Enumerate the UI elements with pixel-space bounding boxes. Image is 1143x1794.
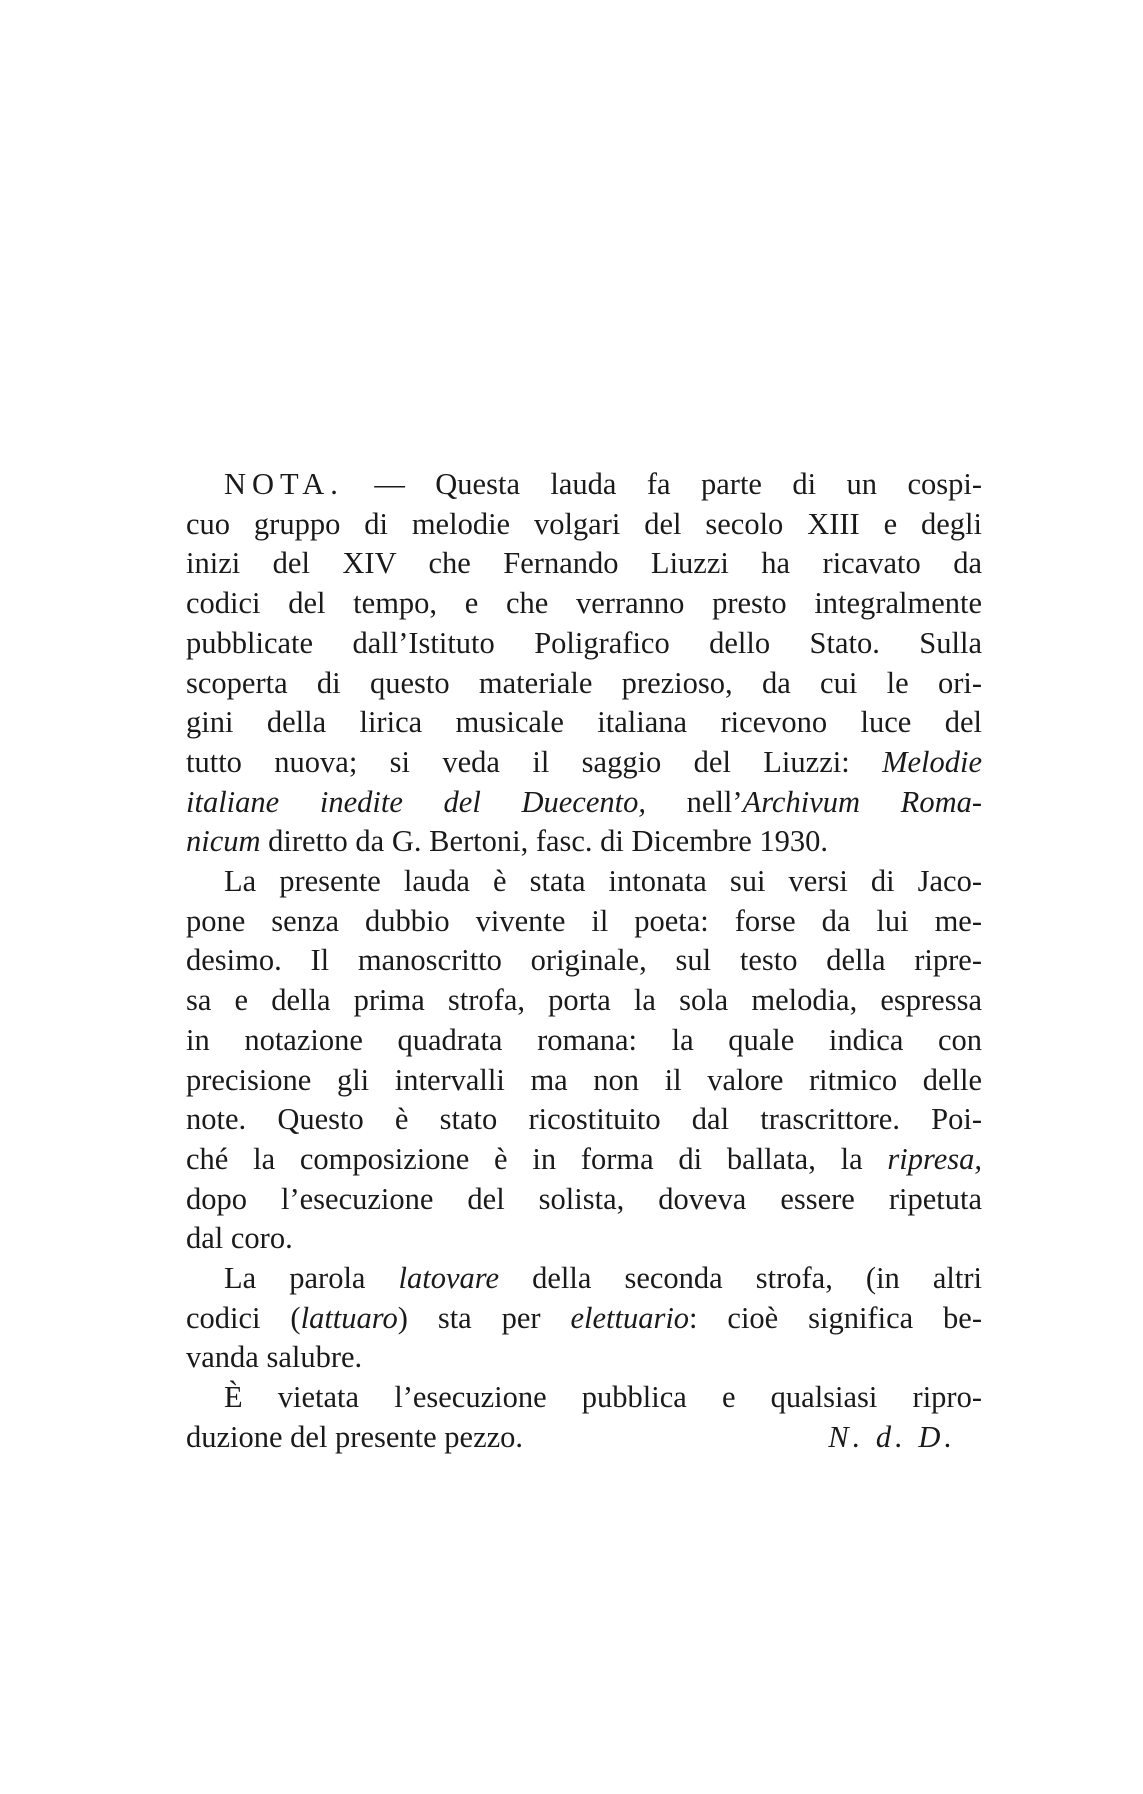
italic-elettuario: elettuario bbox=[570, 1300, 690, 1335]
italic-nicum: nicum bbox=[186, 824, 261, 859]
nota-dash: — bbox=[374, 467, 405, 501]
p1-line-8-text: tutto nuova; si veda il saggio del Liuzzi: bbox=[186, 744, 850, 779]
paragraph-3-line-1 bbox=[186, 1259, 982, 1299]
paragraph-4 bbox=[186, 1378, 982, 1457]
paragraph-1 bbox=[186, 465, 982, 862]
paragraph-4-line-2 bbox=[186, 1418, 982, 1458]
paragraph-3-line-2: codici (lattuaro) sta per elettuario: cioè significa be- bbox=[186, 1300, 982, 1335]
paragraph-2-line-8 bbox=[186, 1140, 982, 1180]
paragraph-2 bbox=[186, 862, 982, 1259]
paragraph-2-line-3: desimo. Il manoscritto originale, sul testo della ripre- bbox=[186, 943, 982, 978]
nota-label: NOTA. bbox=[224, 467, 344, 501]
paragraph-2-line-10: dal coro. bbox=[186, 1221, 293, 1256]
paragraph-3-line-3: vanda salubre. bbox=[186, 1340, 363, 1375]
paragraph-4-line-1: È vietata l’esecuzione pubblica e qualsiasi ripro- bbox=[224, 1380, 982, 1415]
paragraph-1-line-7: gini della lirica musicale italiana ricevono luce del bbox=[186, 705, 982, 740]
italic-melodie: Melodie bbox=[882, 744, 982, 779]
italic-title: italiane inedite del Duecento, bbox=[186, 784, 646, 819]
paragraph-2-line-6: precisione gli intervalli ma non il valore ritmico delle bbox=[186, 1062, 982, 1097]
p2-line-8-text: ché la composizione è in forma di ballata, la bbox=[186, 1141, 863, 1176]
p3-text-b: della seconda strofa, (in altri bbox=[532, 1261, 982, 1296]
p3-text-e: : cioè significa be- bbox=[689, 1300, 982, 1335]
paragraph-3 bbox=[186, 1259, 982, 1378]
p3-text-a: La parola bbox=[224, 1261, 366, 1296]
nell-text: nell’ bbox=[686, 784, 743, 819]
paragraph-1-line-9 bbox=[186, 783, 982, 823]
paragraph-1-line-10 bbox=[186, 822, 982, 862]
signature: N. d. D. bbox=[828, 1419, 956, 1454]
paragraph-1-line-3: inizi del XIV che Fernando Liuzzi ha ricavato da bbox=[186, 546, 982, 581]
paragraph-1-line-5: pubblicate dall’Istituto Poligrafico dello Stato. Sulla bbox=[186, 625, 982, 660]
p1-tail-text: diretto da G. Bertoni, fasc. di Dicembre 1930. bbox=[268, 824, 829, 859]
p3-text-d: ) sta per bbox=[397, 1300, 541, 1335]
note-text-block bbox=[186, 465, 982, 1458]
italic-archivum: Archivum Roma- bbox=[742, 784, 982, 819]
p1-line-1-text: Questa lauda fa parte di un cospi- bbox=[435, 467, 983, 501]
paragraph-1-line-6: scoperta di questo materiale prezioso, da cui le ori- bbox=[186, 665, 982, 700]
paragraph-2-line-9: dopo l’esecuzione del solista, doveva essere ripetuta bbox=[186, 1181, 982, 1216]
p4-text-b: duzione del presente pezzo. bbox=[186, 1419, 524, 1454]
italic-latovare: latovare bbox=[398, 1261, 500, 1296]
paragraph-1-line-1 bbox=[186, 465, 982, 505]
paragraph-2-line-7: note. Questo è stato ricostituito dal trascrittore. Poi- bbox=[186, 1102, 982, 1137]
paragraph-2-line-2: pone senza dubbio vivente il poeta: forse da lui me- bbox=[186, 903, 982, 938]
paragraph-1-line-8 bbox=[186, 743, 982, 783]
paragraph-2-line-1: La presente lauda è stata intonata sui versi di Jaco- bbox=[224, 864, 982, 899]
paragraph-1-line-2: cuo gruppo di melodie volgari del secolo XIII e degli bbox=[186, 506, 982, 541]
italic-lattuaro: lattuaro bbox=[300, 1300, 398, 1335]
paragraph-1-line-4: codici del tempo, e che verranno presto integralmente bbox=[186, 586, 982, 621]
italic-ripresa: ripresa, bbox=[887, 1141, 983, 1176]
p3-text-c: codici bbox=[186, 1300, 261, 1335]
paragraph-2-line-4: sa e della prima strofa, porta la sola melodia, espressa bbox=[186, 983, 982, 1018]
paragraph-2-line-5: in notazione quadrata romana: la quale indica con bbox=[186, 1022, 982, 1057]
